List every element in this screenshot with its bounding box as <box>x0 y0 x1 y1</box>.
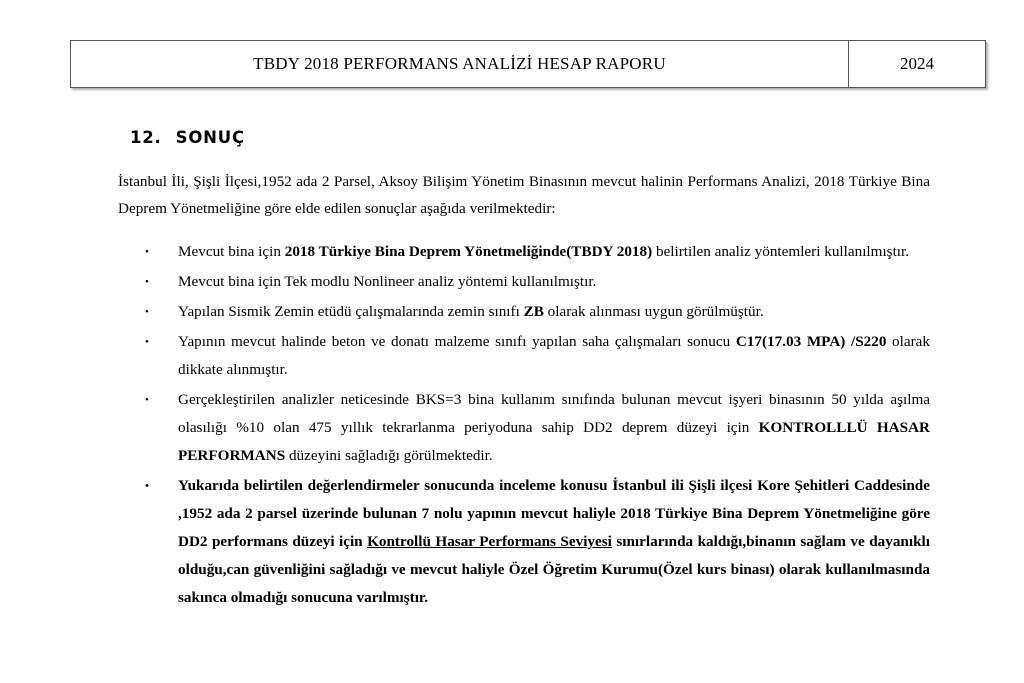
intro-paragraph: İstanbul İli, Şişli İlçesi,1952 ada 2 Parsel, Aksoy Bilişim Yönetim Binasının mevcut halinin Performans Analizi, 2018 Türkiye Bina Deprem Yönetmeliğine göre elde edilen sonuçlar aşağıda verilmektedir: <box>118 173 930 217</box>
list-item <box>118 328 930 384</box>
item-bold-text: C17(17.03 MPA) /S220 <box>735 333 887 350</box>
list-item-conclusion <box>118 472 930 612</box>
section-heading <box>130 128 245 147</box>
item-text: sınırlarında kaldığı,binanın sağlam ve dayanıklı olduğu,can güvenliğini sağladığı ve mevcut haliyle Özel Öğretim Kurumu(Özel kurs binası) olarak kullanılmasında sakınca olmadığı sonucuna varılmıştır. <box>178 533 930 606</box>
item-text: Yapılan Sismik Zemin etüdü çalışmalarında zemin sınıfı <box>178 303 524 320</box>
item-underlined-text: Kontrollü Hasar Performans Seviyesi <box>367 533 612 550</box>
item-bold-text: ZB <box>523 303 544 320</box>
section-title: SONUÇ <box>175 128 245 147</box>
section-number: 12. <box>130 128 162 147</box>
item-text: düzeyini sağladığı görülmektedir. <box>285 447 493 464</box>
item-text: Gerçekleştirilen analizler neticesinde BKS=3 bina kullanım sınıfında bulunan mevcut işyeri binasının 50 yılda aşılma olasılığı %10 olan 475 yıllık tekrarlanma periyoduna sahip DD2 deprem düzeyi için <box>178 391 930 436</box>
report-title: TBDY 2018 PERFORMANS ANALİZİ HESAP RAPORU <box>71 41 849 87</box>
list-item <box>118 386 930 470</box>
item-text: Mevcut bina için <box>178 243 285 260</box>
item-text: Mevcut bina için Tek modlu Nonlineer analiz yöntemi kullanılmıştır. <box>178 273 597 290</box>
item-bold-text: 2018 Türkiye Bina Deprem Yönetmeliğinde(TBDY 2018) <box>284 243 653 260</box>
conclusion-list <box>118 238 930 614</box>
list-item <box>118 238 930 266</box>
bullet-icon: • <box>145 306 149 318</box>
item-bold-text: KONTROLLLÜ HASAR PERFORMANS <box>178 419 931 464</box>
report-year: 2024 <box>900 54 934 73</box>
item-text: Yapının mevcut halinde beton ve donatı malzeme sınıfı yapılan saha çalışmaları sonucu <box>178 333 736 350</box>
bullet-icon: • <box>145 336 149 348</box>
item-text: olarak dikkate alınmıştır. <box>178 333 931 378</box>
list-item <box>118 268 930 296</box>
item-text: Yukarıda belirtilen değerlendirmeler sonucunda inceleme konusu İstanbul ili Şişli ilçesi Kore Şehitleri Caddesinde ,1952 ada 2 parsel üzerinde bulunan 7 nolu yapının mevcut haliyle 2018 Türkiye Bina Deprem Yönetmeliğine göre DD2 performans düzeyi için <box>178 477 930 550</box>
bullet-icon: • <box>145 246 149 258</box>
item-text: olarak alınması uygun görülmüştür. <box>543 303 764 320</box>
item-text: belirtilen analiz yöntemleri kullanılmıştır. <box>652 243 910 260</box>
bullet-icon: • <box>145 394 149 406</box>
bullet-icon: • <box>145 276 149 288</box>
bullet-icon: • <box>145 480 149 492</box>
report-header <box>70 40 986 88</box>
list-item <box>118 298 930 326</box>
